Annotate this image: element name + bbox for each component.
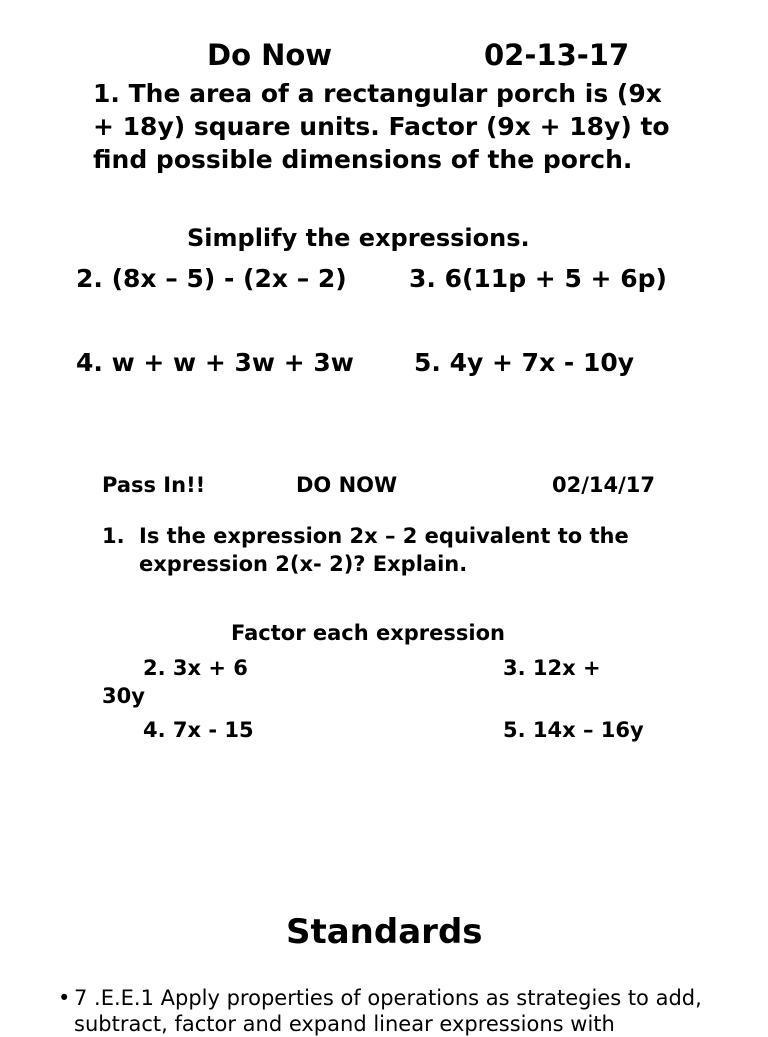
factor-item-3: 3. 12x + — [503, 656, 601, 680]
factor-item-3-wrap: 30y — [102, 684, 145, 708]
question-1-prompt: Is the expression 2x – 2 equivalent to the expression 2(x- 2)? Explain. — [139, 524, 629, 576]
slide2-title: DO NOW — [296, 473, 398, 497]
pass-in-label: Pass In!! — [102, 473, 206, 497]
factor-item-4: 4. 7x - 15 — [143, 718, 254, 742]
question-1-text: 1. The area of a rectangular porch is (9x + 18y) square units. Factor (9x + 18y) to find possible dimensions of the porch. — [93, 79, 670, 174]
expression-4: 4. w + w + 3w + 3w — [76, 348, 354, 377]
expression-3: 3. 6(11p + 5 + 6p) — [409, 264, 667, 293]
bullet-marker: • — [58, 986, 71, 1010]
factor-item-5: 5. 14x – 16y — [503, 718, 644, 742]
do-now-title: Do Now — [207, 38, 333, 72]
expression-5: 5. 4y + 7x - 10y — [414, 348, 635, 377]
simplify-subheading: Simplify the expressions. — [187, 224, 530, 252]
standards-title: Standards — [286, 912, 483, 952]
question-1-number: 1. — [102, 524, 125, 548]
do-now-date: 02-13-17 — [484, 38, 630, 72]
factor-subheading: Factor each expression — [231, 621, 505, 645]
slide2-date: 02/14/17 — [552, 473, 656, 497]
standard-bullet-1: 7 .E.E.1 Apply properties of operations as strategies to add, subtract, factor and expand linear expressions with — [74, 986, 702, 1036]
factor-item-2: 2. 3x + 6 — [143, 656, 248, 680]
expression-2: 2. (8x – 5) - (2x – 2) — [76, 264, 347, 293]
